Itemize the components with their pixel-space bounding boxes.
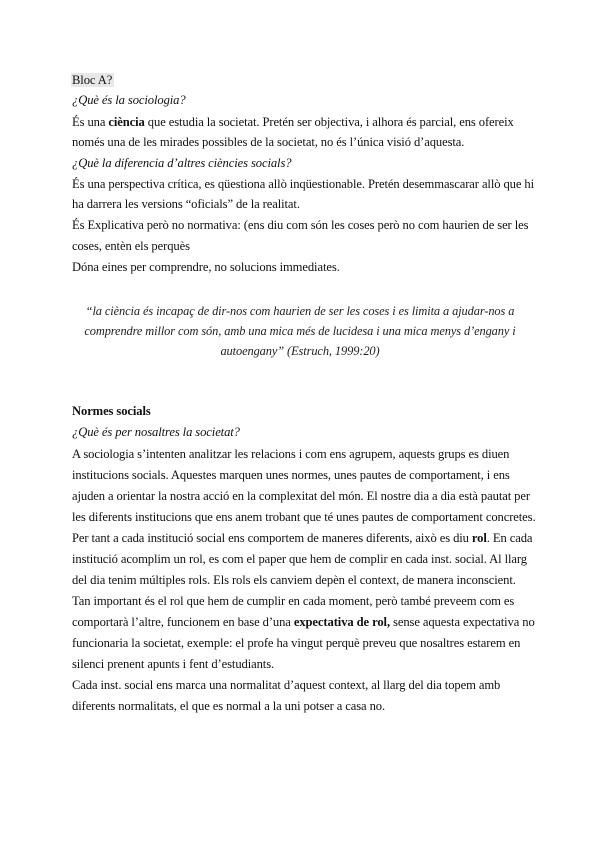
paragraph-line: ha darrera les versions “oficials” de la realitat. (72, 197, 300, 211)
paragraph-line: Tan important és el rol que hem de cumplir en cada moment, però també preveem com es (72, 594, 515, 608)
block-quote (80, 301, 520, 361)
normes-socials-title: Normes socials (72, 404, 151, 418)
paragraph-line: institucions socials. Aquestes marquen unes normes, unes pautes de comportament, i ens (72, 468, 510, 482)
quote-line: “la ciència és incapaç de dir-nos com haurien de ser les coses i es limita a ajudar-nos a (85, 304, 515, 318)
paragraph-line: A sociologia s’intenten analitzar les relacions i com ens agrupem, aquests grups es diuen (72, 447, 510, 461)
bloc-a-title: Bloc A? (72, 73, 113, 87)
bold-term: expectativa de rol, (293, 615, 390, 629)
bold-term: rol (471, 531, 487, 545)
paragraph-line: diferents normalitats, el que es normal a la uni potser a casa no. (72, 699, 386, 713)
quote-line: autoengany” (Estruch, 1999:20) (220, 344, 380, 358)
paragraph-line: comportarà l’altre, funcionem en base d’una expectativa de rol, sense aquesta expectativa no (72, 615, 535, 629)
paragraph-line: És Explicativa però no normativa: (ens diu com són les coses però no com haurien de ser les (72, 218, 529, 232)
paragraph-line: funcionaria la societat, exemple: el profe ha vingut perquè preveu que nosaltres estarem en (72, 636, 521, 650)
question-difference: ¿Què la diferencia d’altres ciències socials? (72, 156, 292, 170)
paragraph-line: només una de les mirades possibles de la societat, no és l’única visió d’aquesta. (72, 135, 465, 149)
paragraph-line: del dia tenim múltiples rols. Els rols els canviem depèn el context, de manera inconscient. (72, 573, 516, 587)
paragraph-line: ajuden a orientar la nostra acció en la complexitat del món. El nostre dia a dia està pautat per (72, 489, 530, 503)
paragraph-line: Per tant a cada institució social ens comportem de maneres diferents, això es diu rol. En cada (72, 531, 533, 545)
paragraph-line: Dóna eines per comprendre, no solucions immediates. (72, 260, 340, 274)
paragraph-line: És una perspectiva crítica, es qüestiona allò inqüestionable. Pretén desemmascarar allò que hi (72, 177, 534, 191)
paragraph-line: les diferents institucions que ens anem trobant que té unes pautes de comportament concretes. (72, 510, 536, 524)
paragraph-line: silenci prenent apunts i fent d’estudiants. (72, 657, 275, 671)
quote-line: comprendre millor com són, amb una mica més de lucidesa i una mica menys d’engany i (84, 324, 516, 338)
question-what-is-society: ¿Què és per nosaltres la societat? (72, 425, 240, 439)
paragraph-line: institució acomplim un rol, es com el paper que hem de complir en cada inst. social. Al llarg (72, 552, 527, 566)
paragraph-line: Cada inst. social ens marca una normalitat d’aquest context, al llarg del dia topem amb (72, 678, 501, 692)
paragraph-line: coses, entèn els perquès (72, 239, 190, 253)
bold-term: ciència (108, 115, 145, 129)
question-what-is-sociology: ¿Què és la sociologia? (72, 93, 186, 107)
paragraph-line: És una ciència que estudia la societat. Pretén ser objectiva, i alhora és parcial, ens ofereix (72, 115, 514, 129)
